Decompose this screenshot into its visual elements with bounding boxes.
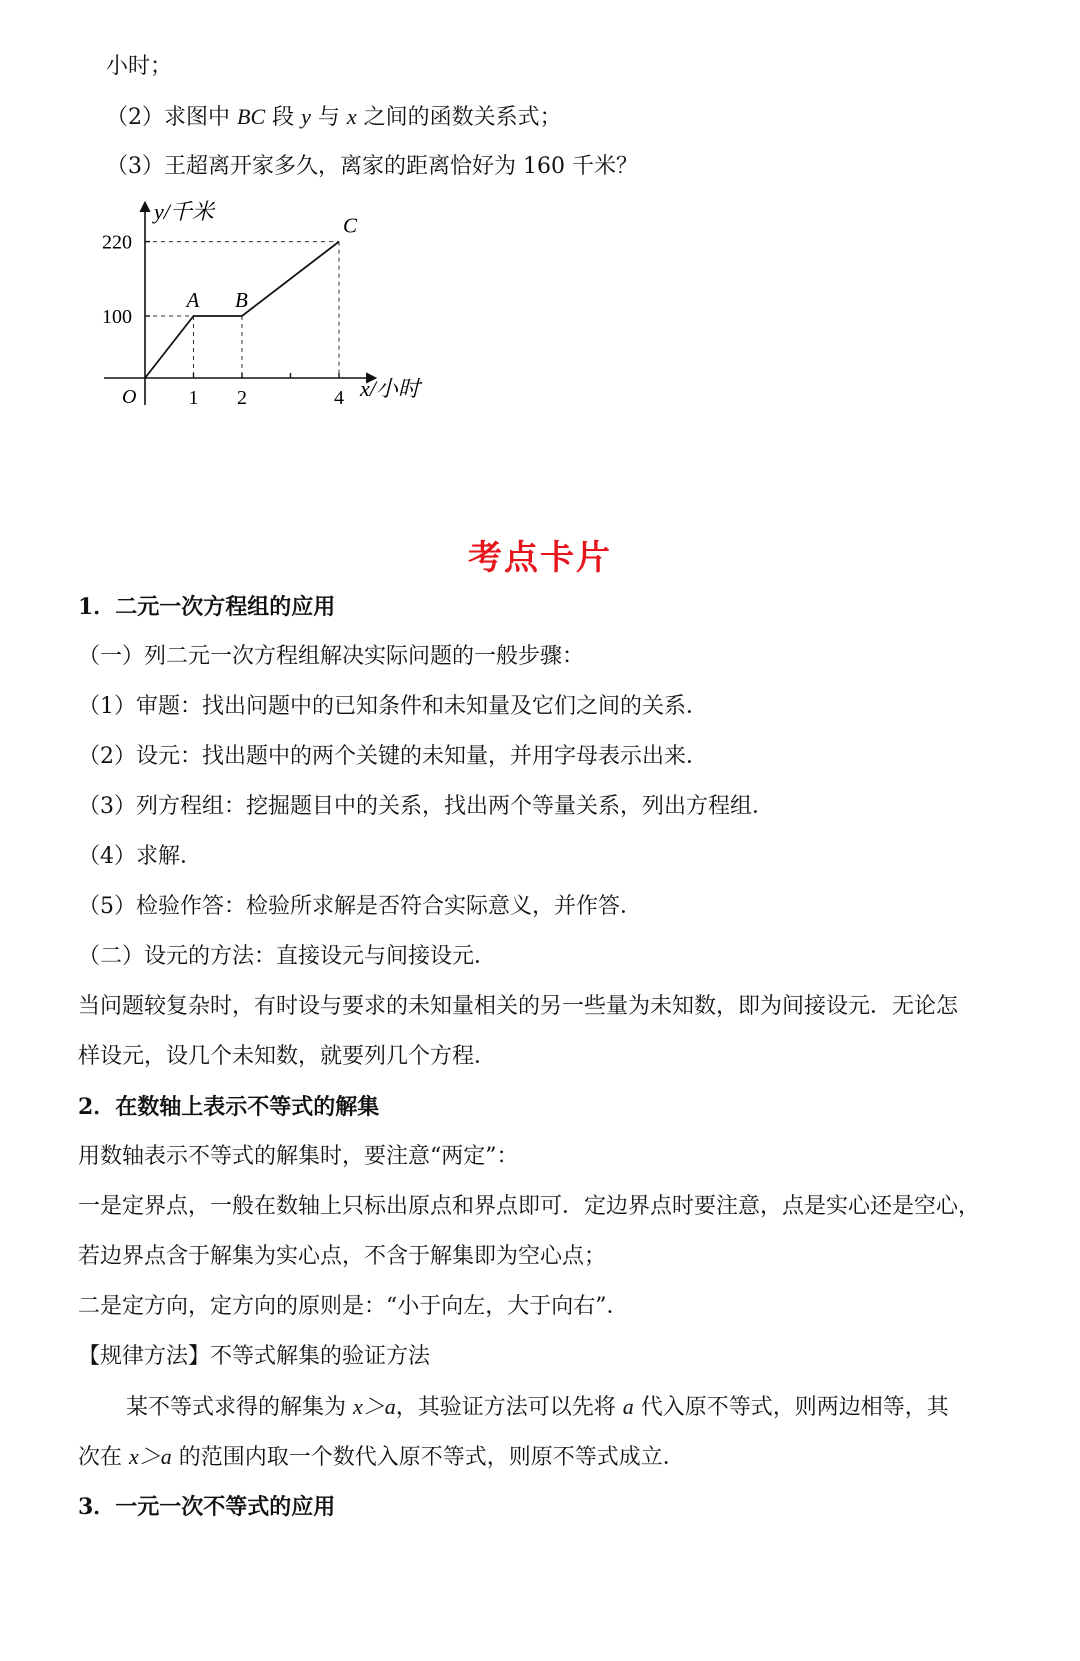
point-label-B: B — [235, 288, 248, 312]
q2-y: y — [301, 104, 311, 129]
s2-l6-ineq: x＞a — [353, 1394, 396, 1419]
distance-time-graph — [90, 195, 470, 435]
question-2 — [106, 102, 562, 133]
x-tick-label-2: 4 — [334, 387, 344, 409]
y-axis-label: y/千米 — [154, 199, 214, 224]
y-tick-label-0: 100 — [102, 306, 132, 328]
s1-line-6: （5）检验作答：检验所求解是否符合实际意义，并作答． — [78, 894, 642, 919]
q2-bc: BC — [237, 104, 266, 129]
origin-label: O — [122, 386, 137, 408]
section-1-heading: 1．二元一次方程组的应用 — [78, 594, 336, 620]
x-tick-label-0: 1 — [188, 387, 199, 409]
x-axis-label: x/小时 — [360, 376, 420, 401]
s1-line-8: 当问题较复杂时，有时设与要求的未知量相关的另一些量为未知数，即为间接设元．无论怎 — [78, 994, 959, 1019]
s2-line-4: 二是定方向，定方向的原则是：“小于向左，大于向右”． — [78, 1294, 629, 1319]
q2-x: x — [346, 104, 357, 129]
s2-l6-b: ，其验证方法可以先将 — [395, 1395, 623, 1420]
s2-line-1: 用数轴表示不等式的解集时，要注意“两定”： — [78, 1144, 519, 1169]
s2-line-3: 若边界点含于解集为实心点，不含于解集即为空心点； — [78, 1244, 607, 1269]
s1-line-1: （一）列二元一次方程组解决实际问题的一般步骤： — [78, 644, 585, 669]
s2-line-6 — [126, 1392, 949, 1423]
s2-l7-b: 的范围内取一个数代入原不等式，则原不等式成立． — [171, 1445, 685, 1470]
s1-line-3: （2）设元：找出题中的两个关键的未知量，并用字母表示出来． — [78, 744, 708, 769]
s2-l6-a: 某不等式求得的解集为 — [126, 1395, 353, 1420]
s2-l6-var: a — [622, 1394, 634, 1419]
s1-line-2: （1）审题：找出问题中的已知条件和未知量及它们之间的关系． — [78, 694, 708, 719]
q2-mid1: 段 — [265, 105, 302, 130]
x-tick-label-1: 2 — [237, 387, 247, 409]
question-3: （3）王超离开家多久，离家的距离恰好为 160 千米？ — [106, 154, 638, 179]
point-label-C: C — [343, 213, 358, 238]
s1-line-9: 样设元，设几个未知数，就要列几个方程． — [78, 1044, 497, 1069]
s2-l6-c: 代入原不等式，则两边相等，其 — [633, 1395, 949, 1420]
s1-line-5: （4）求解． — [78, 844, 202, 869]
section-2-heading: 2．在数轴上表示不等式的解集 — [78, 1094, 380, 1120]
q2-post: 之间的函数关系式； — [356, 105, 562, 130]
s1-line-7: （二）设元的方法：直接设元与间接设元． — [78, 944, 497, 969]
q2-pre: （2）求图中 — [106, 105, 237, 130]
section-title: 考点卡片 — [468, 538, 612, 578]
s2-l7-a: 次在 — [78, 1445, 129, 1470]
s2-line-2: 一是定界点，一般在数轴上只标出原点和界点即可．定边界点时要注意，点是实心还是空心， — [78, 1194, 981, 1219]
section-3-heading: 3．一元一次不等式的应用 — [78, 1494, 336, 1520]
s1-line-4: （3）列方程组：挖掘题目中的关系，找出两个等量关系，列出方程组． — [78, 794, 774, 819]
s2-line-5: 【规律方法】不等式解集的验证方法 — [78, 1344, 431, 1369]
s2-line-7 — [78, 1442, 685, 1473]
q2-mid2: 与 — [310, 105, 347, 130]
s2-l7-ineq: x＞a — [129, 1444, 172, 1469]
y-tick-label-1: 220 — [102, 231, 132, 254]
point-label-A: A — [186, 288, 200, 312]
question-continuation: 小时； — [106, 54, 173, 79]
